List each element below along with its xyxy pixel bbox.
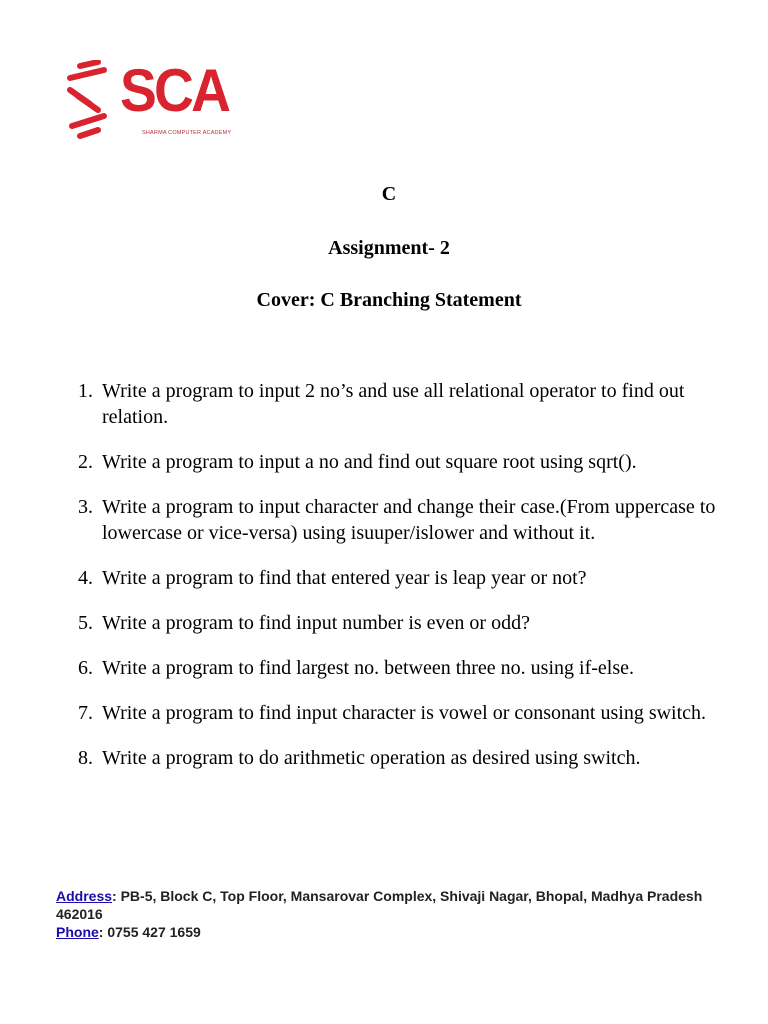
task-number: 5. (78, 612, 93, 634)
sca-logo (64, 56, 232, 152)
task-text: Write a program to do arithmetic operation as desired using switch. (102, 747, 641, 769)
phone-link[interactable]: Phone (56, 924, 99, 940)
task-item (78, 610, 728, 636)
task-text: Write a program to find input character is vowel or consonant using switch. (102, 702, 707, 724)
task-text: Write a program to find input number is even or odd? (102, 612, 530, 634)
task-item (78, 745, 728, 771)
contact-footer (56, 887, 716, 941)
task-item (78, 494, 728, 546)
cover-title: Cover: C Branching Statement (256, 289, 522, 311)
task-number: 1. (78, 380, 93, 402)
sca-logo-mark (64, 60, 124, 140)
assignment-title: Assignment- 2 (328, 237, 450, 259)
task-text: Write a program to input 2 no’s and use all relational operator to find out relation. (102, 380, 685, 428)
address-text: : PB-5, Block C, Top Floor, Mansarovar Complex, Shivaji Nagar, Bhopal, Madhya Pradesh 462016 (56, 888, 703, 922)
address-line (56, 887, 716, 923)
phone-text: : 0755 427 1659 (98, 924, 201, 940)
task-number: 3. (78, 496, 93, 518)
task-number: 2. (78, 451, 93, 473)
task-number: 7. (78, 702, 93, 724)
task-item (78, 655, 728, 681)
phone-line (56, 923, 716, 941)
logo-wordmark: SCA (120, 57, 229, 124)
subject-title: C (381, 183, 397, 205)
task-item (78, 700, 728, 726)
task-text: Write a program to input character and change their case.(From uppercase to lowercase or vice-versa) using isuuper/islower and without it. (102, 496, 716, 544)
address-link[interactable]: Address (56, 888, 113, 904)
task-text: Write a program to input a no and find out square root using sqrt(). (102, 451, 637, 473)
task-text: Write a program to find that entered year is leap year or not? (102, 567, 587, 589)
task-number: 8. (78, 747, 93, 769)
task-number: 4. (78, 567, 93, 589)
assignment-task-list (78, 378, 728, 790)
task-text: Write a program to find largest no. between three no. using if-else. (102, 657, 634, 679)
task-number: 6. (78, 657, 93, 679)
task-item (78, 378, 728, 430)
task-item (78, 449, 728, 475)
logo-tagline: SHARMA COMPUTER ACADEMY (142, 130, 232, 136)
task-item (78, 565, 728, 591)
